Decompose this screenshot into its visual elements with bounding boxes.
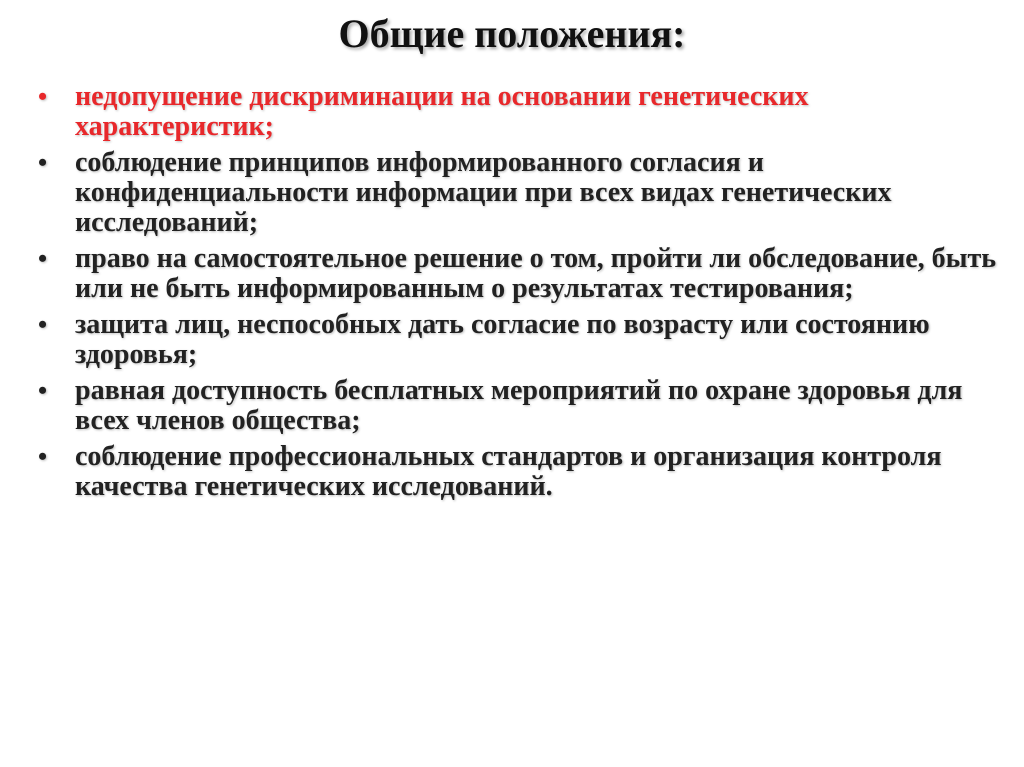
bullet-text: равная доступность бесплатных мероприятий по охране здоровья для всех членов общества; xyxy=(75,375,963,436)
bullet-marker: • xyxy=(38,376,48,405)
bullet-marker: • xyxy=(38,310,48,339)
bullet-text: защита лиц, неспособных дать согласие по возрасту или состоянию здоровья; xyxy=(75,309,930,370)
bullet-text: соблюдение принципов информированного согласия и конфиденциальности информации при всех видах генетических исследований; xyxy=(75,147,892,238)
slide-title: Общие положения: xyxy=(338,11,686,56)
bullet-item-2 xyxy=(30,148,1000,238)
bullet-list xyxy=(30,82,1000,508)
bullet-text: соблюдение профессиональных стандартов и организация контроля качества генетических исследований. xyxy=(75,441,942,502)
bullet-marker: • xyxy=(38,82,48,111)
bullet-item-3 xyxy=(30,244,1000,304)
bullet-item-1 xyxy=(30,82,1000,142)
bullet-item-4 xyxy=(30,310,1000,370)
bullet-item-5 xyxy=(30,376,1000,436)
bullet-item-6 xyxy=(30,442,1000,502)
bullet-marker: • xyxy=(38,148,48,177)
bullet-text: недопущение дискриминации на основании генетических характеристик; xyxy=(75,81,809,142)
bullet-text: право на самостоятельное решение о том, пройти ли обследование, быть или не быть информированным о результатах тестирования; xyxy=(75,243,997,304)
bullet-marker: • xyxy=(38,442,48,471)
bullet-marker: • xyxy=(38,244,48,273)
